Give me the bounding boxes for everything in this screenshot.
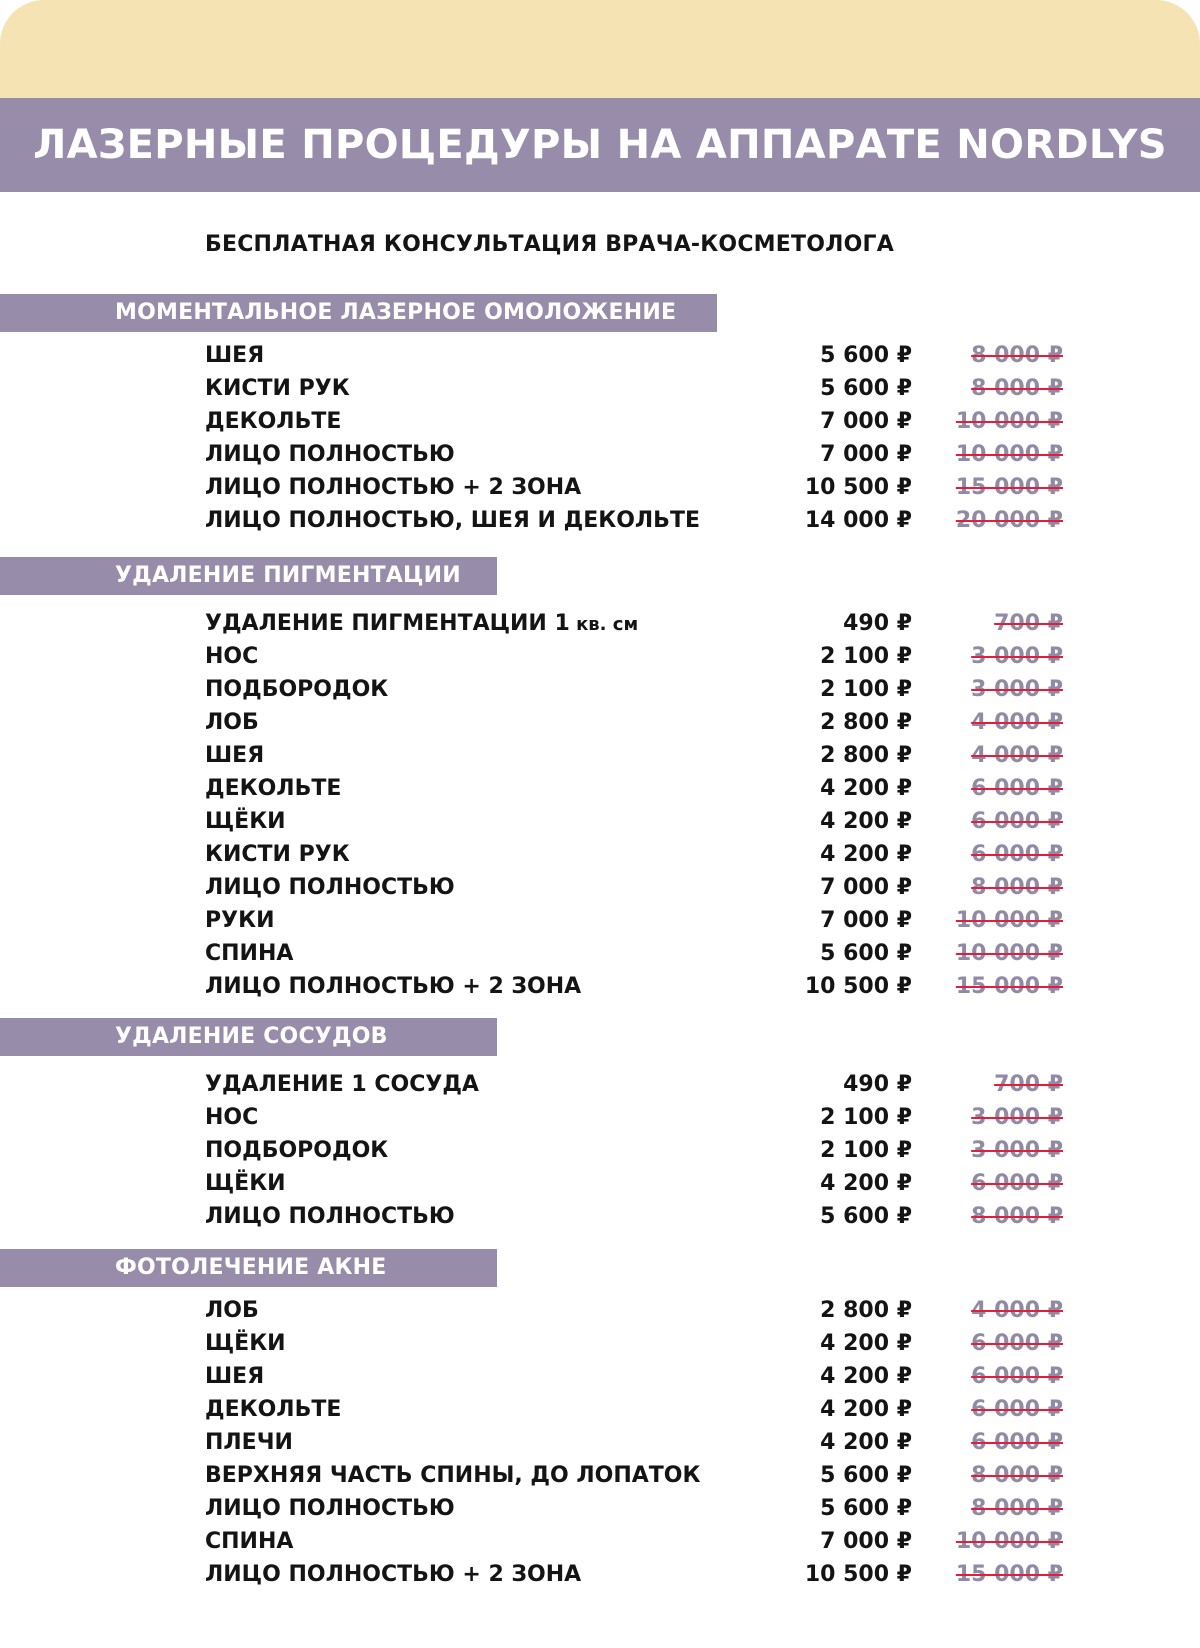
price-row [0, 673, 1200, 706]
service-unit: кв. см [569, 614, 639, 635]
price: 2 100 ₽ [820, 1105, 912, 1130]
price-row [0, 1327, 1200, 1360]
old-price: 6 000 ₽ [971, 1397, 1063, 1422]
price-row [0, 1525, 1200, 1558]
service-name: ПОДБОРОДОК [205, 1138, 389, 1163]
old-price: 8 000 ₽ [971, 875, 1063, 900]
price-row [0, 339, 1200, 372]
price: 4 200 ₽ [820, 1364, 912, 1389]
price: 10 500 ₽ [804, 1562, 912, 1587]
service-name: НОС [205, 1105, 259, 1130]
service-name: ЛИЦО ПОЛНОСТЬЮ, ШЕЯ И ДЕКОЛЬТЕ [205, 508, 700, 533]
service-name: ЛОБ [205, 1298, 259, 1323]
old-price: 3 000 ₽ [971, 1138, 1063, 1163]
price-row [0, 1167, 1200, 1200]
service-name: ДЕКОЛЬТЕ [205, 409, 342, 434]
service-name: ЛОБ [205, 710, 259, 735]
old-price: 6 000 ₽ [971, 842, 1063, 867]
service-name: УДАЛЕНИЕ 1 СОСУДА [205, 1072, 479, 1097]
price-row [0, 772, 1200, 805]
old-price: 8 000 ₽ [971, 1204, 1063, 1229]
price-row [0, 405, 1200, 438]
price: 7 000 ₽ [820, 875, 912, 900]
price-row [0, 1558, 1200, 1591]
old-price: 15 000 ₽ [955, 974, 1063, 999]
section-title-rejuvenation: МОМЕНТАЛЬНОЕ ЛАЗЕРНОЕ ОМОЛОЖЕНИЕ [0, 294, 717, 332]
old-price: 10 000 ₽ [955, 409, 1063, 434]
service-name: ПЛЕЧИ [205, 1430, 293, 1455]
service-name: ВЕРХНЯЯ ЧАСТЬ СПИНЫ, ДО ЛОПАТОК [205, 1463, 701, 1488]
old-price: 6 000 ₽ [971, 776, 1063, 801]
old-price: 3 000 ₽ [971, 644, 1063, 669]
price-row [0, 1492, 1200, 1525]
section-list-rejuvenation [0, 339, 1200, 537]
price-row [0, 372, 1200, 405]
price: 5 600 ₽ [820, 376, 912, 401]
section-list-vessels [0, 1068, 1200, 1233]
price: 5 600 ₽ [820, 343, 912, 368]
old-price: 4 000 ₽ [971, 743, 1063, 768]
price-row [0, 904, 1200, 937]
service-name [205, 607, 638, 641]
old-price: 15 000 ₽ [955, 475, 1063, 500]
price: 4 200 ₽ [820, 1171, 912, 1196]
price-row [0, 706, 1200, 739]
section-title-vessels: УДАЛЕНИЕ СОСУДОВ [0, 1018, 497, 1056]
service-name: ЩЁКИ [205, 1171, 286, 1196]
price: 10 500 ₽ [804, 475, 912, 500]
old-price: 10 000 ₽ [955, 442, 1063, 467]
price: 5 600 ₽ [820, 1463, 912, 1488]
price: 2 800 ₽ [820, 1298, 912, 1323]
price: 7 000 ₽ [820, 1529, 912, 1554]
service-name: ПОДБОРОДОК [205, 677, 389, 702]
old-price: 3 000 ₽ [971, 677, 1063, 702]
service-name: ШЕЯ [205, 743, 265, 768]
service-name: ШЕЯ [205, 343, 265, 368]
service-name: ЛИЦО ПОЛНОСТЬЮ [205, 1496, 455, 1521]
price-row [0, 739, 1200, 772]
service-name: НОС [205, 644, 259, 669]
old-price: 4 000 ₽ [971, 1298, 1063, 1323]
section-title-pigmentation: УДАЛЕНИЕ ПИГМЕНТАЦИИ [0, 557, 497, 595]
price-row [0, 937, 1200, 970]
price: 4 200 ₽ [820, 776, 912, 801]
old-price: 6 000 ₽ [971, 1331, 1063, 1356]
price: 4 200 ₽ [820, 1397, 912, 1422]
old-price: 10 000 ₽ [955, 908, 1063, 933]
price-row [0, 1426, 1200, 1459]
price-row [0, 1068, 1200, 1101]
price: 2 100 ₽ [820, 644, 912, 669]
price: 2 100 ₽ [820, 677, 912, 702]
old-price: 700 ₽ [994, 1072, 1063, 1097]
price: 4 200 ₽ [820, 842, 912, 867]
price: 490 ₽ [843, 611, 912, 636]
old-price: 6 000 ₽ [971, 1430, 1063, 1455]
old-price: 10 000 ₽ [955, 1529, 1063, 1554]
price: 4 200 ₽ [820, 1430, 912, 1455]
section-list-pigmentation [0, 607, 1200, 1003]
price-row [0, 805, 1200, 838]
free-consultation-note: БЕСПЛАТНАЯ КОНСУЛЬТАЦИЯ ВРАЧА-КОСМЕТОЛОГА [205, 232, 894, 257]
service-name: ЛИЦО ПОЛНОСТЬЮ [205, 442, 455, 467]
old-price: 6 000 ₽ [971, 809, 1063, 834]
price-row [0, 970, 1200, 1003]
old-price: 8 000 ₽ [971, 343, 1063, 368]
price: 490 ₽ [843, 1072, 912, 1097]
price: 5 600 ₽ [820, 941, 912, 966]
price-row [0, 1459, 1200, 1492]
price: 7 000 ₽ [820, 908, 912, 933]
price-row [0, 1360, 1200, 1393]
section-title-acne: ФОТОЛЕЧЕНИЕ АКНЕ [0, 1249, 497, 1287]
price: 14 000 ₽ [804, 508, 912, 533]
price-row [0, 1393, 1200, 1426]
top-decor-band [0, 0, 1200, 100]
price-row [0, 838, 1200, 871]
old-price: 10 000 ₽ [955, 941, 1063, 966]
price: 4 200 ₽ [820, 809, 912, 834]
price-row [0, 1134, 1200, 1167]
price-row [0, 871, 1200, 904]
price: 7 000 ₽ [820, 409, 912, 434]
service-name: ЩЁКИ [205, 1331, 286, 1356]
service-name: ШЕЯ [205, 1364, 265, 1389]
service-name: ЛИЦО ПОЛНОСТЬЮ [205, 1204, 455, 1229]
old-price: 4 000 ₽ [971, 710, 1063, 735]
price: 5 600 ₽ [820, 1496, 912, 1521]
section-list-acne [0, 1294, 1200, 1591]
price-row [0, 1294, 1200, 1327]
old-price: 8 000 ₽ [971, 1496, 1063, 1521]
price-row [0, 471, 1200, 504]
old-price: 8 000 ₽ [971, 376, 1063, 401]
old-price: 15 000 ₽ [955, 1562, 1063, 1587]
price: 10 500 ₽ [804, 974, 912, 999]
price: 5 600 ₽ [820, 1204, 912, 1229]
service-name: ЛИЦО ПОЛНОСТЬЮ + 2 ЗОНА [205, 475, 582, 500]
service-name: РУКИ [205, 908, 275, 933]
old-price: 8 000 ₽ [971, 1463, 1063, 1488]
price-row [0, 1200, 1200, 1233]
price-row [0, 438, 1200, 471]
old-price: 3 000 ₽ [971, 1105, 1063, 1130]
service-name: ЩЁКИ [205, 809, 286, 834]
price-row [0, 504, 1200, 537]
price: 2 800 ₽ [820, 743, 912, 768]
old-price: 700 ₽ [994, 611, 1063, 636]
service-name: ЛИЦО ПОЛНОСТЬЮ + 2 ЗОНА [205, 1562, 582, 1587]
price-row [0, 1101, 1200, 1134]
service-name: СПИНА [205, 941, 294, 966]
price: 4 200 ₽ [820, 1331, 912, 1356]
old-price: 20 000 ₽ [955, 508, 1063, 533]
service-name: КИСТИ РУК [205, 842, 350, 867]
service-name: ДЕКОЛЬТЕ [205, 1397, 342, 1422]
price: 7 000 ₽ [820, 442, 912, 467]
old-price: 6 000 ₽ [971, 1364, 1063, 1389]
service-name: КИСТИ РУК [205, 376, 350, 401]
old-price: 6 000 ₽ [971, 1171, 1063, 1196]
service-name: ЛИЦО ПОЛНОСТЬЮ [205, 875, 455, 900]
service-name: ЛИЦО ПОЛНОСТЬЮ + 2 ЗОНА [205, 974, 582, 999]
service-name-main: УДАЛЕНИЕ ПИГМЕНТАЦИИ 1 [205, 611, 570, 636]
page-title: ЛАЗЕРНЫЕ ПРОЦЕДУРЫ НА АППАРАТЕ NORDLYS [33, 122, 1167, 168]
price: 2 800 ₽ [820, 710, 912, 735]
price-row [0, 607, 1200, 640]
price-row [0, 640, 1200, 673]
service-name: СПИНА [205, 1529, 294, 1554]
price: 2 100 ₽ [820, 1138, 912, 1163]
service-name: ДЕКОЛЬТЕ [205, 776, 342, 801]
